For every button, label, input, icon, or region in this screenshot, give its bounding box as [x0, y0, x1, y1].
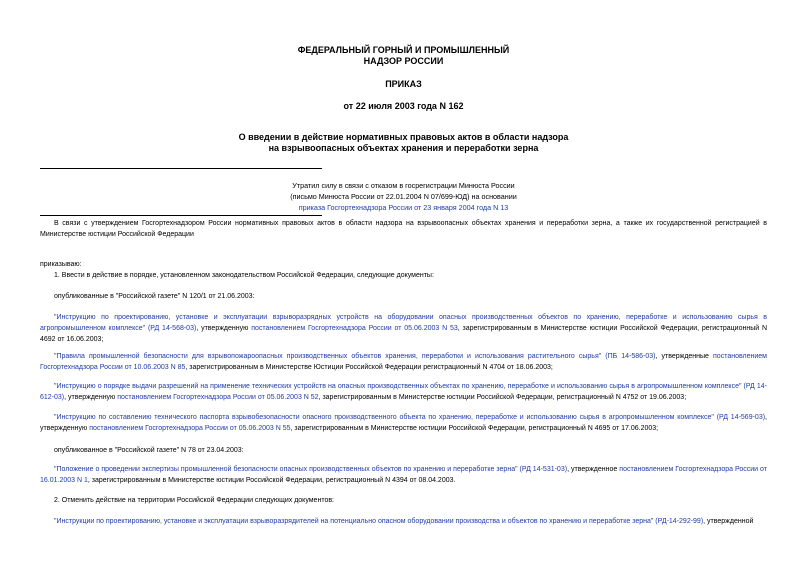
document-date-number: от 22 июля 2003 года N 162 [343, 101, 464, 111]
document-2-link[interactable]: "Правила промышленной безопасности для взрывопожароопасных производственных объектов хранения, переработки и использования растительного сырья" (ПБ 14-586-03) [54, 353, 656, 360]
order-word: приказываю: [40, 261, 82, 268]
resolution-4-link[interactable]: постановлением Госгортехнадзора России от 05.06.2003 N 55 [89, 425, 291, 432]
document-title-line2: на взрывоопасных объектах хранения и переработки зерна [268, 143, 539, 153]
document-1-link[interactable]: "Инструкцию по проектированию, установке и эксплуатации взрыворазрядных устройств на оборудовании опасных производственных объектов по хранению, переработке и использованию сырья в агропромышленном комплексе" (РД 14-568-03) [40, 314, 767, 332]
document-title-line1: О введении в действие нормативных правовых актов в области надзора [238, 132, 569, 142]
document-5-link[interactable]: "Положение о проведении экспертизы промышленной безопасности опасных производственных объектов по хранению и переработке зерна" (РД 14-531-03) [54, 466, 568, 473]
document-item-6: "Инструкции по проектированию, установке и эксплуатации взрыворазрядителей на потенциально опасном оборудовании производства и объектов по хранению и переработке зерна" (РД-14-292-99), утвержденной [54, 518, 754, 525]
document-item-4: "Инструкцию по составлению технического паспорта взрывобезопасности опасного производственного объекта по хранению, переработке и использованию сырья в агропромышленном комплексе" (РД 14-569-03), утвержденную постановлением Госгортехнадзора России от 05.06.2003 N 55, зарегистрированным в Министерстве юстиции Российской Федерации, регистрационный N 4695 от 17.06.2003; [40, 414, 767, 432]
divider-bottom [40, 215, 322, 216]
document-3-link[interactable]: "Инструкцию о порядке выдачи разрешений на применение технических устройств на опасных производственных объектах по хранению, переработке и использованию сырья в агропромышленном комплексе" (РД 14-612-03) [40, 383, 767, 401]
document-item-3: "Инструкцию о порядке выдачи разрешений на применение технических устройств на опасных производственных объектах по хранению, переработке и использованию сырья в агропромышленном комплексе" (РД 14-612-03), утвержденную постановлением Госгортехнадзора России от 05.06.2003 N 52, зарегистрированным в Министерстве юстиции Российской Федерации, регистрационный N 4752 от 19.06.2003; [40, 383, 767, 401]
agency-name-line2: НАДЗОР РОССИИ [363, 56, 444, 66]
document-type: ПРИКАЗ [385, 79, 422, 89]
resolution-3-link[interactable]: постановлением Госгортехнадзора России от 05.06.2003 N 52 [117, 394, 319, 401]
intro-paragraph: В связи с утверждением Госгортехнадзором России нормативных правовых актов в области надзора на взрывоопасных объектах хранения и переработки зерна, а также их государственной регистрацией в Министерстве юстиции Российской Федерации [40, 220, 767, 238]
resolution-5-link[interactable]: постановлением Госгортехнадзора России от 16.01.2003 N 1 [40, 466, 767, 484]
item-1: 1. Ввести в действие в порядке, установленном законодательством Российской Федерации, следующие документы: [54, 272, 434, 279]
publication-note-1: опубликованные в "Российской газете" N 120/1 от 21.06.2003: [54, 293, 255, 300]
publication-note-2: опубликованное в "Российской газете" N 78 от 23.04.2003: [54, 447, 244, 454]
divider-top [40, 168, 322, 169]
document-item-5: "Положение о проведении экспертизы промышленной безопасности опасных производственных объектов по хранению и переработке зерна" (РД 14-531-03), утвержденное постановлением Госгортехнадзора России от 16.01.2003 N 1, зарегистрированным в Министерстве юстиции Российской Федерации, регистрационный N 4394 от 08.04.2003. [40, 466, 767, 484]
status-note-link[interactable]: приказа Госгортехнадзора России от 23 января 2004 года N 13 [298, 203, 509, 212]
document-4-link[interactable]: "Инструкцию по составлению технического паспорта взрывобезопасности опасного производственного объекта по хранению, переработке и использованию сырья в агропромышленном комплексе" (РД 14-569-03) [54, 414, 766, 421]
status-note-line2: (письмо Минюста России от 22.01.2004 N 07/699-ЮД) на основании [290, 192, 517, 201]
resolution-1-link[interactable]: постановлением Госгортехнадзора России от 05.06.2003 N 53 [251, 325, 458, 332]
document-6-link[interactable]: "Инструкции по проектированию, установке и эксплуатации взрыворазрядителей на потенциально опасном оборудовании производства и объектов по хранению и переработке зерна" (РД-14-292-99) [54, 518, 704, 525]
document-item-1: "Инструкцию по проектированию, установке и эксплуатации взрыворазрядных устройств на оборудовании опасных производственных объектов по хранению, переработке и использованию сырья в агропромышленном комплексе" (РД 14-568-03), утвержденную постановлением Госгортехнадзора России от 05.06.2003 N 53, зарегистрированным в Министерстве юстиции Российской Федерации, регистрационный N 4692 от 16.06.2003; [40, 314, 768, 343]
resolution-2-link[interactable]: постановлением Госгортехнадзора России от 10.06.2003 N 85 [40, 353, 767, 371]
status-note-line1: Утратил силу в связи с отказом в госрегистрации Минюста России [292, 181, 515, 190]
agency-name-line1: ФЕДЕРАЛЬНЫЙ ГОРНЫЙ И ПРОМЫШЛЕННЫЙ [297, 45, 510, 55]
item-2: 2. Отменить действие на территории Российской Федерации следующих документов: [54, 497, 335, 504]
document-item-2: "Правила промышленной безопасности для взрывопожароопасных производственных объектов хранения, переработки и использования растительного сырья" (ПБ 14-586-03), утвержденные постановлением Госгортехнадзора России от 10.06.2003 N 85, зарегистрированным в Министерстве Юстиции Российской Федерации регистрационный N 4704 от 18.06.2003; [40, 353, 767, 371]
